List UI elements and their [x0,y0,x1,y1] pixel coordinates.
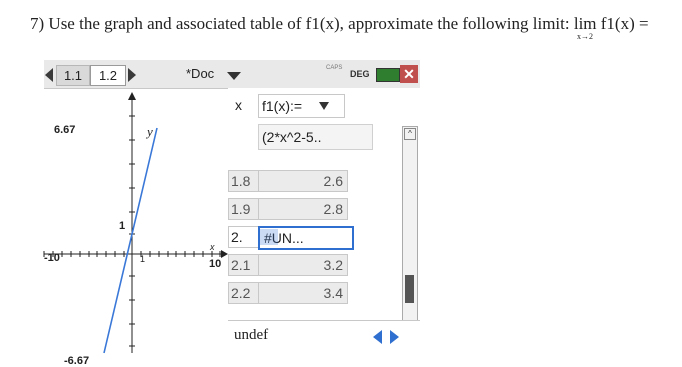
battery-icon [376,68,400,82]
selection-highlight [260,229,278,245]
scroll-up-icon[interactable]: ^ [404,128,416,140]
angle-mode-indicator: DEG [350,69,370,79]
y-max-label: 6.67 [54,124,76,136]
y-one-label: 1 [119,220,126,232]
table-row[interactable] [228,254,404,276]
scrollbar-thumb[interactable] [405,275,414,303]
table-status-bar [228,320,420,354]
nav-right-icon[interactable] [390,330,399,344]
table-cell-y[interactable]: 3.4 [258,282,348,304]
table-cell-x[interactable]: 2. [228,226,260,248]
function-plot-line[interactable] [104,128,157,353]
table-cell-y[interactable]: 3.2 [258,254,348,276]
caps-indicator: CAPS [326,65,343,71]
x-column-header[interactable]: x [235,97,242,113]
calculator-topbar [44,60,420,89]
prev-page-icon[interactable] [45,68,53,82]
limit-subscript: x→2 [577,32,593,41]
table-row[interactable] [228,198,404,220]
cell-status-text: undef [234,327,269,343]
table-cell-y[interactable]: 2.6 [258,170,348,192]
table-row[interactable] [228,170,404,192]
table-cell-x[interactable]: 1.9 [228,198,260,220]
y-axis-variable: y [147,124,153,139]
chevron-down-icon[interactable] [319,102,329,110]
function-table[interactable] [228,88,420,353]
question-label: 7) Use the graph and associated table of f1(x), approximate the following limit: lim f1(x) = [30,14,649,33]
calculator-screen [44,60,420,367]
close-icon[interactable]: ✕ [400,65,418,83]
nav-left-icon[interactable] [373,330,382,344]
x-one-label: 1 [140,254,146,264]
f1-column-header[interactable]: f1(x):= [258,94,345,118]
tab-1-2-label: 1.2 [98,68,118,83]
next-page-icon[interactable] [128,68,136,82]
graph-area[interactable] [44,88,234,367]
x-min-label: -10 [44,252,60,264]
table-cell-x[interactable]: 1.8 [228,170,260,192]
x-axis-variable: x [210,242,215,252]
table-cell-y[interactable]: 2.8 [258,198,348,220]
x-max-label: 10 [209,258,222,270]
tab-1-1[interactable] [56,65,90,86]
table-cell-x[interactable]: 2.2 [228,282,260,304]
chevron-down-icon[interactable] [227,72,241,80]
table-row[interactable] [228,282,404,304]
question-text [30,14,680,41]
formula-cell[interactable]: (2*x^2-5.. [258,124,373,150]
y-axis-arrow-icon [128,92,136,100]
table-cell-y-selected[interactable]: #UN... [258,226,354,250]
table-row-selected[interactable] [228,226,404,248]
tab-1-2[interactable] [90,65,126,86]
y-min-label: -6.67 [64,355,90,367]
document-title[interactable]: *Doc [186,66,215,81]
tab-1-1-label: 1.1 [63,68,83,83]
table-cell-x[interactable]: 2.1 [228,254,260,276]
x-axis-arrow-icon [221,250,228,258]
